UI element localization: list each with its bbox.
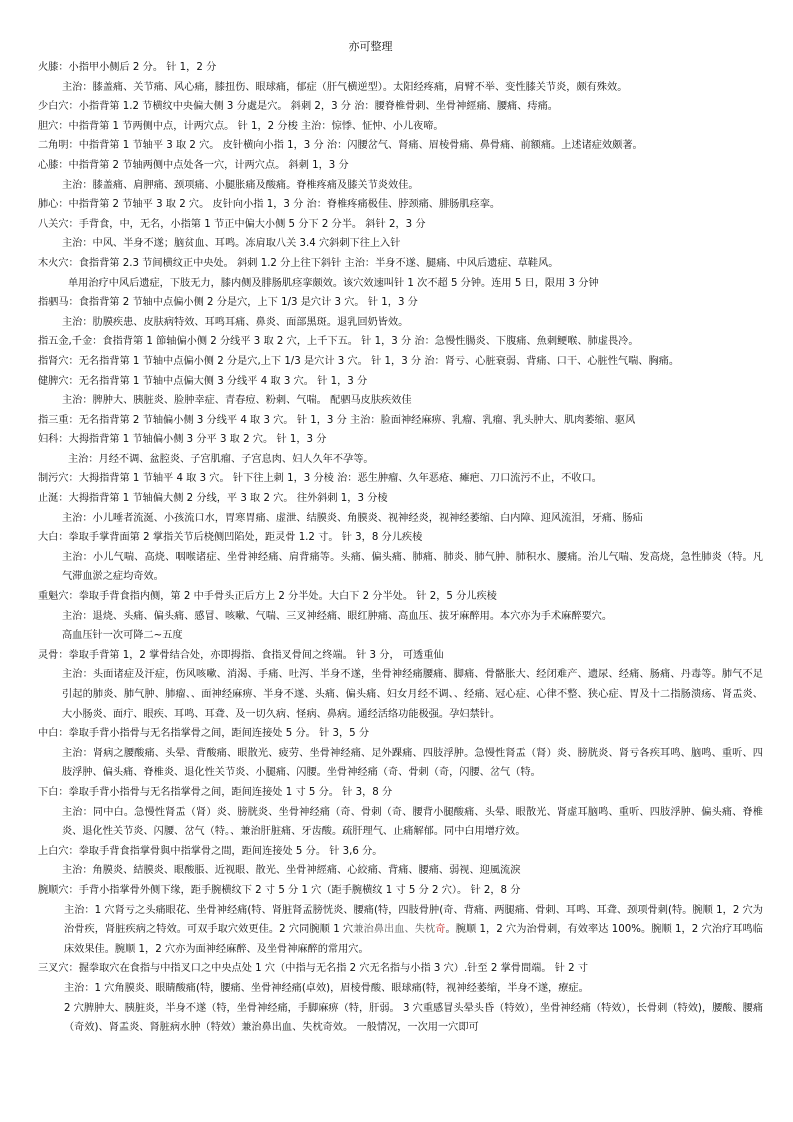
text-line-l02: 主治：膝盖痛、关节痛、风心痛，膝扭伤、眼球痛，郁症（肝气横逆型）。太阳经疼痛，肩臂不举、变性膝关节炎，颇有殊效。 [62,81,628,93]
text-line-l14: 主治：肋膜疾患、皮肤病特效、耳鸣耳痛、鼻炎、面部黑斑。退乳回奶皆效。 [62,316,409,328]
text-line-l03: 少白穴：小指背第 1.2 节横纹中央偏大侧 3 分處是穴。 斜刺 2，3 分 治：腰脊椎骨刺、坐骨神經痛、腰痛、痔痛。 [38,101,558,113]
text-line-l34: 下白：拳取手背小指骨与无名指掌骨之间，距间连接处 1 寸 5 分。 针 3，8 分 [38,786,393,798]
text-line-l23: 止涎：大拇指背第 1 节轴偏大侧 2 分线，平 3 取 2 穴。 往外斜刺 1，3 分棱 [38,493,388,505]
page-title: 亦可整理 [348,40,393,53]
text-line-l08: 肺心：中指背第 2 节轴平 3 取 2 穴。 皮针向小指 1，3 分 治：脊椎疼痛极佳、脖颈痛、腓肠肌痉挛。 [38,199,501,211]
text-line-l36: 上白穴：拳取手背食指掌骨與中指掌骨之間，距间连接处 5 分。 针 3,6 分。 [38,845,383,857]
text-line-l20: 妇科：大拇指背第 1 节轴偏小侧 3 分平 3 取 2 穴。 针 1，3 分 [38,434,327,446]
text-line-l40: 三叉穴：握拳取穴在食指与中指叉口之中央点处 1 穴（中指与无名指 2 穴无名指与小指 3 穴）.针至 2 掌骨間端。 针 2 寸 [38,963,589,975]
text-line-l37: 主治：角膜炎、結膜炎、眼酸脹、近视眼、散光、坐骨神經痛、心絞痛、背痛、腰痛、弱视、迎風流淚 [62,865,521,877]
text-segment-l39a: 主治：1 穴肾亏之头痛眼花、坐骨神经痛(特、肾脏肾孟膀恍炎、腰痛(特，四肢骨肿(奇、背痛、两腿痛、骨刺、耳鸣、耳聋、颈项骨刺(特。腕顺 1，2 穴为治骨疾，肾脏疾病之特效。可双手取穴效更佳。2 穴同腕顺 1 穴 [64,904,763,936]
text-line-l38: 腕顺穴：手背小指掌骨外侧下缘，距手腕横纹下 2 寸 5 分 1 穴（距手腕横纹 1 寸 5 分 2 穴）。 针 2，8 分 [38,884,521,896]
text-line-l18: 主治：脾肿大、胰脏炎、脸肿幸症、青春痘、粉刺、气喘。 配驷马皮肤疾效佳 [62,395,412,407]
text-line-l29: 高血压针一次可降二~五度 [62,630,183,642]
text-line-l41: 主治：1 穴角膜炎、眼睛酸痛(特，腰痛、坐骨神经痛(卓效)，眉棱骨酸、眼球痛(特，视神经萎缩，半身不遂，療症。 [64,982,589,994]
text-line-l30: 灵骨：拳取手背第 1，2 掌骨结合处，亦即拇指、食指叉骨间之终端。 针 3 分， 可透重仙 [38,649,444,661]
text-line-l11: 木火穴：食指背第 2.3 节间横纹正中央处。 斜刺 1.2 分上往下斜针 主治：半身不遂、腿痛、中风后遗症、草鞋风。 [38,257,559,269]
text-line-l07: 主治：膝盖痛、肩胛痛、颈项痛、小腿胀痛及酸痛。脊椎疼痛及膝关节炎效佳。 [62,179,419,191]
text-line-l26: 主治：小儿气喘、高烧、咽喉诸症、坐骨神经痛、肩背痛等。头痛、偏头痛、肺痛、肺炎、肺气肿、肺积水、腰痛。治儿气喘、发高烧，急性肺炎（特。凡气滞血淤之症均奇效。 [62,551,763,583]
text-line-l22: 制污穴：大拇指背第 1 节轴平 4 取 3 穴。 针下往上刺 1，3 分棱 治：恶生肿瘤、久年恶疮、瘫疤、刀口流污不止，不收口。 [38,473,602,485]
text-line-l01: 火膝：小指甲小侧后 2 分。 针 1，2 分 [38,62,217,73]
text-line-l05: 二角明：中指背第 1 节轴平 3 取 2 穴。 皮针横向小指 1，3 分 治：闪腰岔气、肾痛、眉棱骨痛、鼻骨痛、前额痛。上述诸症效颇著。 [38,140,643,152]
text-line-l13: 指驷马：食指背第 2 节轴中点偏小侧 2 分是穴，上下 1/3 是穴计 3 穴。 针 1，3 分 [38,297,418,309]
text-line-l06: 心膝：中指背第 2 节轴两侧中点处各一穴，计两穴点。 斜刺 1，3 分 [38,159,349,171]
text-line-l35: 主治：同中白。急慢性肾盂（肾）炎、膀胱炎、坐骨神经痛（奇、骨刺（奇、腰背小腿酸痛、头晕、眼散光、肾虚耳脑鸣、重听、四肢浮肿、偏头痛、脊椎炎、退化性关节炎、闪腰、岔气（特。、兼治肝脏痛、牙齿酸。疏肝理气、止痛解郁。同中白用增疗效。 [62,806,763,838]
text-line-l33: 主治：肾病之腰酸痛、头晕、背酸痛、眼散光、疲劳、坐骨神经痛、足外踝痛、四肢浮肿。急慢性肾盂（肾）炎、膀胱炎、肾亏各疾耳鸣、脑鸣、重听、四肢浮肿、偏头痛、脊椎炎、退化性关节炎、小腿痛、闪腰。坐骨神经痛（奇、骨刺（奇，闪腰、岔气（特。 [62,747,763,779]
text-line-l32: 中白：拳取手背小指骨与无名指掌骨之间，距间连接处 5 分。 针 3，5 分 [38,728,370,740]
text-line-l28: 主治：退烧、头痛、偏头痛、感冒、咳嗽、气喘、三叉神经痛、眼红肿痛、高血压、拔牙麻醉用。本穴亦为手术麻醉要穴。 [62,610,613,622]
text-segment-l39b: 兼治鼻出血、失枕 [353,924,436,936]
text-line-l16: 指肾穴：无名指背第 1 节轴中点偏小侧 2 分是穴,上下 1/3 是穴计 3 穴。 针 1，3 分 治：肾亏、心脏衰弱、背痛、口干、心脏性气喘、胸痛。 [38,355,680,367]
text-line-l39 [38,901,763,960]
text-line-l17: 健脾穴：无名指背第 1 节轴中点偏大侧 3 分线平 4 取 3 穴。 针 1，3 分 [38,375,368,387]
text-line-l10: 主治：中风、半身不遂；脑贫血、耳鸣。冻肩取八关 3.4 穴斜刺下往上入针 [62,238,401,250]
text-line-l25: 大白：拳取手掌背面第 2 掌指关节后桡侧凹陷处，距灵骨 1.2 寸。 针 3，8 分儿疾棱 [38,532,423,544]
text-line-l21: 主治：月经不调、盆腔炎、子宫肌瘤、子宫息肉、妇人久年不孕等。 [68,453,374,465]
text-line-l24: 主治：小儿唾者流涎、小孩流口水，胃寒胃痛、虚泄、结膜炎、角膜炎、视神经炎，视神经萎缩、白内障、迎风流泪，牙痛、肠疝 [62,512,643,524]
text-line-l27: 重魁穴：拳取手背食指内侧，第 2 中手骨头正后方上 2 分半处。大白下 2 分半处。 针 2，5 分儿疾棱 [38,591,497,603]
text-line-l19: 指三重：无名指背第 2 节轴偏小侧 3 分线平 4 取 3 穴。 针 1，3 分 主治：脸面神经麻痹、乳瘤、乳瘤、乳头肿大、肌肉萎缩、驱风 [38,414,636,426]
text-line-l31: 主治：头面诸症及汗症，伤风咳嗽、消渴、手痛、吐泻、半身不遂，坐骨神经痛腰痛、脚痛、骨骼胀大、经闭难产、遗尿、经痛、肠痛、丹毒等。肺气不足引起的肺炎、肺气肿、肺瘤、、面神经麻痹、半身不遂、头痛、偏头痛、妇女月经不调、、经痛、冠心症、心律不整、狭心症、胃及十二指肠溃疡、肾盂炎、大小肠炎、面疔、眼疾、耳鸣、耳聋、及一切久病、怪病、鼻病。通经活络功能极强。孕妇禁针。 [62,669,763,720]
text-segment-l39c: 奇 [435,924,446,936]
text-line-l09: 八关穴：手背食，中，无名，小指第 1 节正中偏大小侧 5 分下 2 分半。 斜针 2，3 分 [38,218,426,230]
text-line-l42: 2 穴脾肿大、胰脏炎，半身不遂（特，坐骨神经痛，手脚麻痹（特，肝弱。 3 穴重感冒头晕头昏（特效），坐骨神经痛（特效），长骨刺（特效)，腰酸、腰痛（奇效)、肾盂炎、肾脏病水肿（特效）兼治鼻出血、失枕奇效。 一般情况，一次用一穴即可 [64,1002,764,1034]
text-line-l15: 指五金,千金：食指背第 1 節轴偏小侧 2 分线平 3 取 2 穴，上千下五。 针 1，3 分 治：急慢性腸炎、下腹痛、魚刺鲠喉、肺虚畏冷。 [38,336,639,348]
text-line-l04: 胆穴：中指背第 1 节两侧中点，计两穴点。 针 1，2 分梭 主治：惊悸、怔忡、小儿夜啼。 [38,120,444,132]
text-line-l12: 单用治疗中风后遗症，下肢无力，膝内侧及腓肠肌痉挛颇效。该穴效速叫针 1 次不超 5 分钟。连用 5 日，限用 3 分钟 [68,277,599,289]
text-segment-l39d: 。腕顺 1，2 穴为治骨刺，有效率达 100%。腕顺 1，2 穴治疗耳鸣临床效果佳。腕顺 1，2 穴亦为面神经麻醉、及坐骨神麻醉的常用穴。 [64,924,763,955]
